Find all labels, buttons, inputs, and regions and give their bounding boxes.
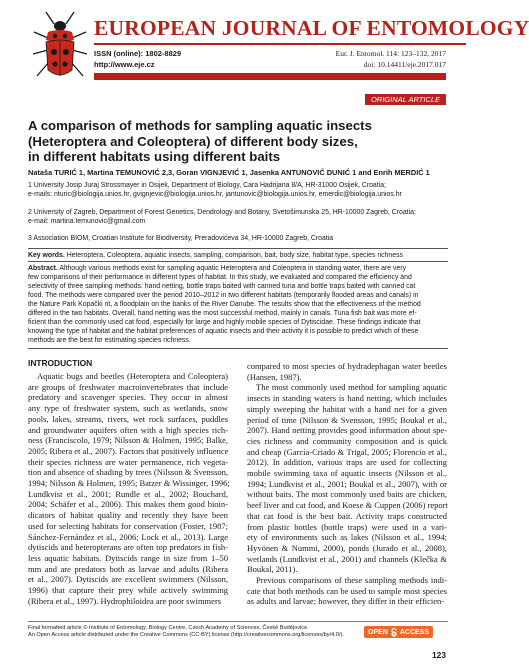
title-line: A comparison of methods for sampling aquatic insects [28,118,372,133]
body-text-line: Hyvönen & Nummi, 2000), ponds (Jurado et al., 2008), [247,542,447,553]
affiliation-2 [28,209,448,227]
section-heading-introduction: INTRODUCTION [28,358,93,368]
beetle-logo-icon [28,10,92,84]
body-text-line: compared to most species of hydradephagan water beetles [247,361,447,371]
body-text-line: 1994; Lundkvist et al., 2001; Boukal et al., 2007), with or [247,478,447,489]
body-text-line: 2004; Schäfer et al., 2006). This makes them good bioin- [28,499,228,510]
body-text-line: dytiscids and heteropterans are often top predators in fish- [28,542,228,553]
abstract-line: selectivity of three sampling methods: hand netting, bottle traps baited with canned tuna and bottle traps baited with canned cat [28,282,416,290]
body-text-line: period of time (Nilsson & Svensson, 1995; Boukal et al., [247,414,447,425]
doi: doi: 10.14411/eje.2017.017 [363,60,446,69]
abstract-line: differed in the two habitats. Overall, hand netting was the most successful method, mainly in canals. Tuna fish bait was more ef- [28,309,417,317]
oa-open-label: OPEN [368,628,388,636]
affiliation-emails: e-mails: nturic@biologija.unios.hr, gvignjevic@biologija.unios.hr, jantunovic@biologija.unios.hr, emerdic@biologija.unios.hr [28,190,402,198]
keywords-text: Heteroptera, Coleoptera, aquatic insects, sampling, comparison, bait, body size, habitat type, species richness [66,252,403,259]
citation: Eur. J. Entomol. 114: 123–132, 2017 [335,49,446,58]
body-text-line: beef liver and cat food, and Koese & Cuppen (2006) report [247,500,448,511]
open-lock-icon [390,628,398,637]
body-text-line: mobile swimming taxa of aquatic insects (Nilsson et al., [247,468,447,479]
open-access-badge [364,626,433,638]
abstract-line: methods are the best for estimating species richness. [28,336,191,344]
abstract-line: ficient than the commonly used cat food, especially for large and highly mobile species of Dytiscidae. These findings indicate that [28,318,421,326]
journal-website-link[interactable]: http://www.eje.cz [94,60,155,69]
body-text-line: as adults and larvae; however, they differ in their efficien- [247,596,445,607]
body-text-line: 1994; Nilsson & Holmen, 1995; Batzer & Wissinger, 1996; [28,478,230,489]
article-type-badge: ORIGINAL ARTICLE [365,94,446,105]
body-text-line: without baits. The most commonly used baits are chicken, [247,489,447,500]
abstract-line: Abstract. Although various methods exist for sampling aquatic Heteroptera and Coleoptera in standing water, there are very [28,265,407,272]
body-text-line: cies richness and community composition and is quick [247,435,447,446]
title-line: (Heteroptera and Coleoptera) of different body sizes, [28,133,358,149]
body-text-line: used for selecting habitats for conservation (Foster, 1987; [28,520,228,531]
affiliation-address: 1 University Josip Juraj Strossmayer in Osijek, Department of Biology, Cara Hadrijana 8/A, HR-31000 Osijek, Croatia; [28,182,386,189]
keywords-label: Key words. [28,252,65,259]
abstract-line: knowing the type of habitat and the habitat preferences of aquatic insects and their activity it is possible to predict which of these [28,327,419,335]
article-title [28,118,448,165]
abstract-rule-top [28,248,448,249]
title-line: in different habitats using different baits [28,149,281,165]
keywords [28,251,448,260]
body-text-line: from plastic bottles (bottle traps) were used in a vari- [247,521,447,532]
abstract-label: Abstract. [28,265,58,272]
body-text-line: Sánchez-Fernández et al., 2006; Lock et al., 2013). Large [28,531,228,542]
affiliation-3 [28,235,448,244]
body-text-line: (Ribera et al., 1997). Hydrophiloidea are poor swimmers [28,595,222,606]
abstract-rule-mid [28,261,448,262]
journal-name: EUROPEAN JOURNAL OF ENTOMOLOGY [94,16,529,40]
abstract-line: food. The methods were compared over the period 2010–2012 in two different habitats (temporarily flooded areas and canals) in [28,291,419,299]
header-bar [94,73,446,80]
body-column-left [28,371,228,606]
body-text-line: are groups of freshwater macroinvertebrates that include [28,381,228,392]
body-text-line: ness (Franciscolo, 1979; Nilsson & Holmen, 1995; Balke, [28,435,228,446]
body-text-line: et al., 2007). Dytiscids are excellent swimmers (Nilsson, [28,574,228,585]
body-text-line: insects in standing waters is hand netting, which includes [247,393,447,404]
body-text-line: The most commonly used method for sampling aquatic [256,382,447,393]
authors: Nataša TURIĆ 1, Martina TEMUNOVIĆ 2,3, Goran VIGNJEVIĆ 1, Jasenka ANTUNOVIĆ DUNIĆ 1 and Enrih MERDIĆ 1 [28,168,430,177]
copyright-line: Final formatted article © Institute of Entomology, Biology Centre, Czech Academy of Sciences, České Budějovice. [28,625,309,631]
body-text-line: dicators of habitat quality and recently they have been [28,510,228,521]
body-text-line: 2005; Ribera et al., 2007). Factors that positively influence [28,445,229,456]
journal-header [0,0,529,108]
body-text-line: ety of environments such as lakes (Nilsson et al., 1994; [247,532,447,543]
body-text-line: 1996) that capture their prey while actively swimming [28,585,228,596]
abstract-line: the Nature Park Kopački rit, a floodplain on the banks of the River Danube. The results show that the effectiveness of the method [28,300,421,308]
body-text-line: less aquatic habitats. Dytiscids range in size from 1–50 [28,552,228,563]
affiliation-emails: e-mail: martina.temunovic@gmail.com [28,217,146,225]
abstract [28,265,448,346]
abstract-line: few comparisons of their performance in different types of habitat. In this study, we evaluated and compared the efficiency and [28,273,412,281]
body-text-line: Aquatic bugs and beetles (Heteroptera and Coleoptera) [37,371,228,381]
affiliation-address: 3 Association BIOM, Croatian Institute for Biodiversity, Preradovićeva 34, HR-10000 Zagreb, Croatia [28,235,334,242]
abstract-rule-bottom [28,348,448,349]
body-text-line: and groundwater aquifers often with a high species rich- [28,424,228,435]
license-line: An Open Access article distributed under the Creative Commons (CC-BY) license (http://creativecommons.org/licenses/by/4.0/). [28,632,344,639]
header-rule [94,43,466,45]
body-column-right [247,361,447,607]
body-text-line: predatory and scavenger species. They occur in almost [28,392,228,403]
body-text-line: any type of freshwater system, such as wetlands, snow [28,403,228,414]
body-text-line: Lundkvist et al., 2001; Rundle et al., 2002; Bouchard, [28,488,228,499]
body-text-line: 2012). In addition, various traps are used for collecting [247,457,447,468]
body-text-line: that cat food is the best bait. Activity traps constructed [247,510,447,521]
page-number: 123 [432,650,446,660]
affiliation-address: 2 University of Zagreb, Department of Forest Genetics, Dendrology and Botany, Svetošimunska 25, HR-10000 Zagreb, Croatia; [28,209,416,216]
body-text-line: mm and are predators both as larvae and adults (Ribera [28,563,228,574]
license-notice [28,625,358,639]
body-text-line: tion and absence of shading by trees (Nilsson & Svensson, [28,467,228,478]
body-text-line: their species richness are water permanence, rich vegeta- [28,456,228,467]
body-text-line: Boukal, 2011). [247,564,298,575]
issn: ISSN (online): 1802-8829 [94,49,182,58]
body-text-line: 2007). Hand netting provides good information about spe- [247,425,447,436]
body-text-line: wetlands (Lundkvist et al., 2001) and channels (Klečka & [247,553,447,564]
body-text-line: pools, lakes, streams, rivers, wet rock surfaces, puddles [28,413,228,424]
body-text-line: simply sweeping the habitat with a hand net for a given [247,403,447,414]
body-text-line: (Hansen, 1987). [247,371,302,382]
footer-rule [28,621,448,622]
body-text-line: cate that both methods can be used to sample most species [247,585,447,596]
body-text-line: Previous comparisons of these sampling methods indi- [256,575,447,586]
affiliation-1 [28,182,448,200]
oa-access-label: ACCESS [399,628,430,636]
body-text-line: and cheap (García-Criado & Trigal, 2005; Florencio et al., [247,446,447,457]
